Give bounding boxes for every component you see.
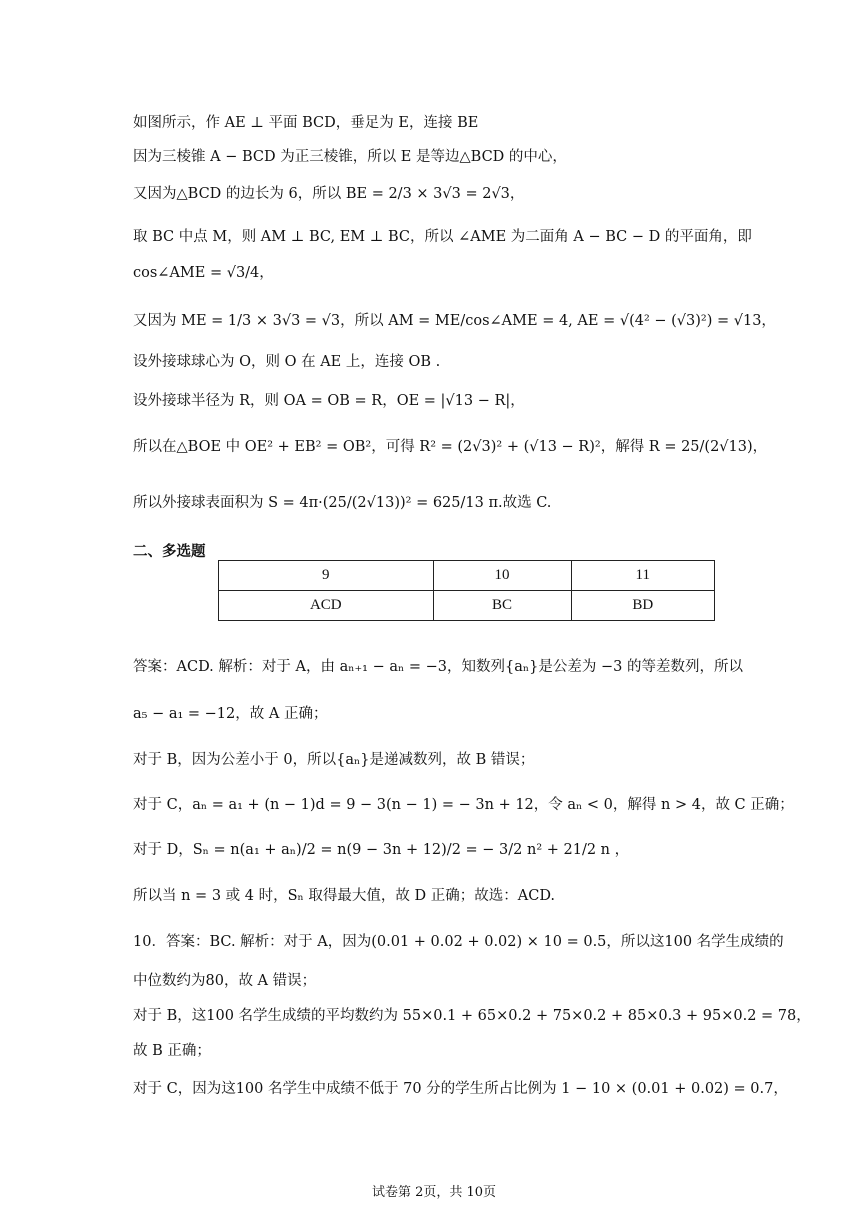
- text-line: 对于 C，因为这100 名学生中成绩不低于 70 分的学生所占比例为 1 − 10 × (0.01 + 0.02) = 0.7，: [133, 1081, 788, 1097]
- text-line: 因为三棱锥 A − BCD 为正三棱锥，所以 E 是等边△BCD 的中心，: [133, 149, 567, 165]
- answer-table-cell: 10: [433, 561, 571, 591]
- text-line: 10．答案：BC. 解析：对于 A，因为(0.01 + 0.02 + 0.02) × 10 = 0.5，所以这100 名学生成绩的: [133, 934, 784, 950]
- text-line: cos∠AME = √3/4，: [133, 265, 274, 281]
- text-line: 对于 B，因为公差小于 0，所以{aₙ}是递减数列，故 B 错误；: [133, 752, 535, 768]
- text-line: 又因为△BCD 的边长为 6，所以 BE = 2/3 × 3√3 = 2√3，: [133, 186, 525, 202]
- text-line: 对于 D，Sₙ = n(a₁ + aₙ)/2 = n(9 − 3n + 12)/2 = − 3/2 n² + 21/2 n ，: [133, 842, 630, 858]
- text-line: 设外接球半径为 R，则 OA = OB = R，OE = |√13 − R|，: [133, 393, 525, 409]
- text-line: 又因为 ME = 1/3 × 3√3 = √3，所以 AM = ME/cos∠AME = 4, AE = √(4² − (√3)²) = √13，: [133, 313, 776, 329]
- text-line: a₅ − a₁ = −12，故 A 正确；: [133, 706, 328, 722]
- text-line: 故 B 正确；: [133, 1043, 211, 1059]
- answer-table-cell: 9: [219, 561, 434, 591]
- answer-table-cell: BC: [433, 591, 571, 621]
- answer-table-cell: 11: [571, 561, 714, 591]
- text-line: 对于 B，这100 名学生成绩的平均数约为 55×0.1 + 65×0.2 + 75×0.2 + 85×0.3 + 95×0.2 = 78，: [133, 1008, 811, 1024]
- answer-table-header-row: [219, 561, 715, 591]
- text-line: 对于 C，aₙ = a₁ + (n − 1)d = 9 − 3(n − 1) = − 3n + 12，令 aₙ < 0，解得 n > 4，故 C 正确；: [133, 797, 794, 813]
- text-line: 设外接球球心为 O，则 O 在 AE 上，连接 OB .: [133, 354, 441, 370]
- text-line: 所以在△BOE 中 OE² + EB² = OB²，可得 R² = (2√3)² + (√13 − R)²，解得 R = 25/(2√13)，: [133, 439, 768, 455]
- answer-table: [218, 560, 715, 621]
- text-line: 所以当 n = 3 或 4 时，Sₙ 取得最大值，故 D 正确；故选：ACD.: [133, 888, 556, 904]
- text-line: 中位数约为80，故 A 错误；: [133, 973, 317, 989]
- answer-table-cell: BD: [571, 591, 714, 621]
- answer-table-answer-row: [219, 591, 715, 621]
- page-footer: 试卷第 2页，共 10页: [371, 1185, 497, 1200]
- text-line: 如图所示，作 AE ⊥ 平面 BCD，垂足为 E，连接 BE: [133, 115, 479, 131]
- text-line: 取 BC 中点 M，则 AM ⊥ BC, EM ⊥ BC，所以 ∠AME 为二面角 A − BC − D 的平面角，即: [133, 229, 752, 245]
- text-line: 答案：ACD. 解析：对于 A，由 aₙ₊₁ − aₙ = −3，知数列{aₙ}是公差为 −3 的等差数列，所以: [133, 659, 743, 675]
- answer-table-cell: ACD: [219, 591, 434, 621]
- section-title: 二、多选题: [133, 544, 206, 560]
- text-line: 所以外接球表面积为 S = 4π·(25/(2√13))² = 625/13 π.故选 C.: [133, 495, 552, 511]
